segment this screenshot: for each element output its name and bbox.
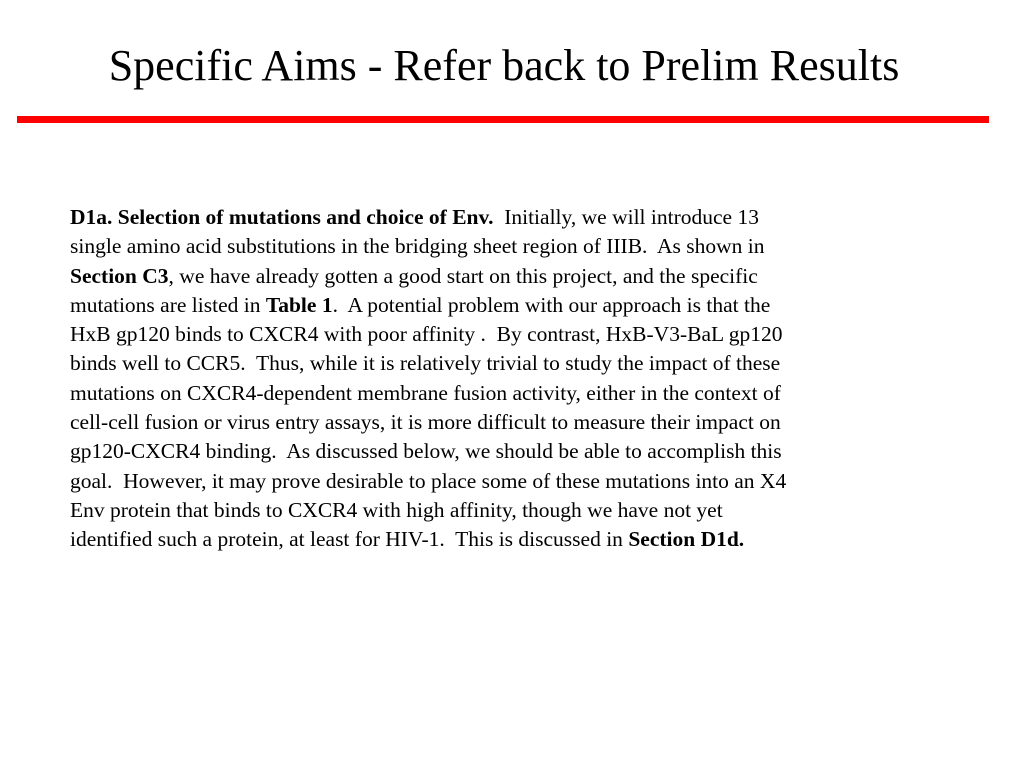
text-segment: single amino acid substitutions in the bridging sheet region of IIIB. As shown in bbox=[70, 234, 765, 259]
text-segment: HxB gp120 binds to CXCR4 with poor affinity . By contrast, HxB-V3-BaL gp120 bbox=[70, 322, 783, 347]
text-line bbox=[70, 262, 940, 291]
text-segment: , we have already gotten a good start on this project, and the specific bbox=[168, 263, 758, 288]
text-line bbox=[70, 437, 940, 466]
text-segment-bold: Section C3 bbox=[70, 263, 169, 288]
text-line bbox=[70, 203, 940, 232]
text-segment: cell-cell fusion or virus entry assays, it is more difficult to measure their impact on bbox=[70, 410, 781, 435]
text-line bbox=[70, 525, 940, 554]
text-segment: Initially, we will introduce 13 bbox=[493, 205, 759, 229]
text-line bbox=[70, 320, 940, 349]
text-line bbox=[70, 379, 940, 408]
text-segment: binds well to CCR5. Thus, while it is relatively trivial to study the impact of these bbox=[70, 351, 781, 376]
text-segment: goal. However, it may prove desirable to place some of these mutations into an X4 bbox=[70, 468, 787, 493]
text-segment-bold: D1a. Selection of mutations and choice of Env. bbox=[70, 205, 494, 229]
text-line bbox=[70, 349, 940, 378]
text-segment: gp120-CXCR4 binding. As discussed below, we should be able to accomplish this bbox=[70, 439, 782, 464]
text-line bbox=[70, 467, 940, 496]
text-segment-bold: Table 1 bbox=[265, 292, 333, 317]
text-segment: mutations are listed in bbox=[70, 292, 266, 317]
text-line bbox=[70, 232, 940, 261]
text-segment: . A potential problem with our approach is that the bbox=[332, 292, 771, 317]
text-segment: identified such a protein, at least for HIV-1. This is discussed in bbox=[70, 527, 629, 552]
text-segment: Env protein that binds to CXCR4 with high affinity, though we have not yet bbox=[70, 497, 723, 522]
body-paragraph bbox=[70, 203, 940, 555]
text-line bbox=[70, 291, 940, 320]
text-segment: mutations on CXCR4-dependent membrane fusion activity, either in the context of bbox=[70, 380, 781, 405]
title-divider bbox=[17, 116, 989, 123]
text-segment-bold: Section D1d. bbox=[628, 527, 745, 552]
text-line bbox=[70, 408, 940, 437]
text-line bbox=[70, 496, 940, 525]
slide-title: Specific Aims - Refer back to Prelim Results bbox=[108, 41, 900, 90]
